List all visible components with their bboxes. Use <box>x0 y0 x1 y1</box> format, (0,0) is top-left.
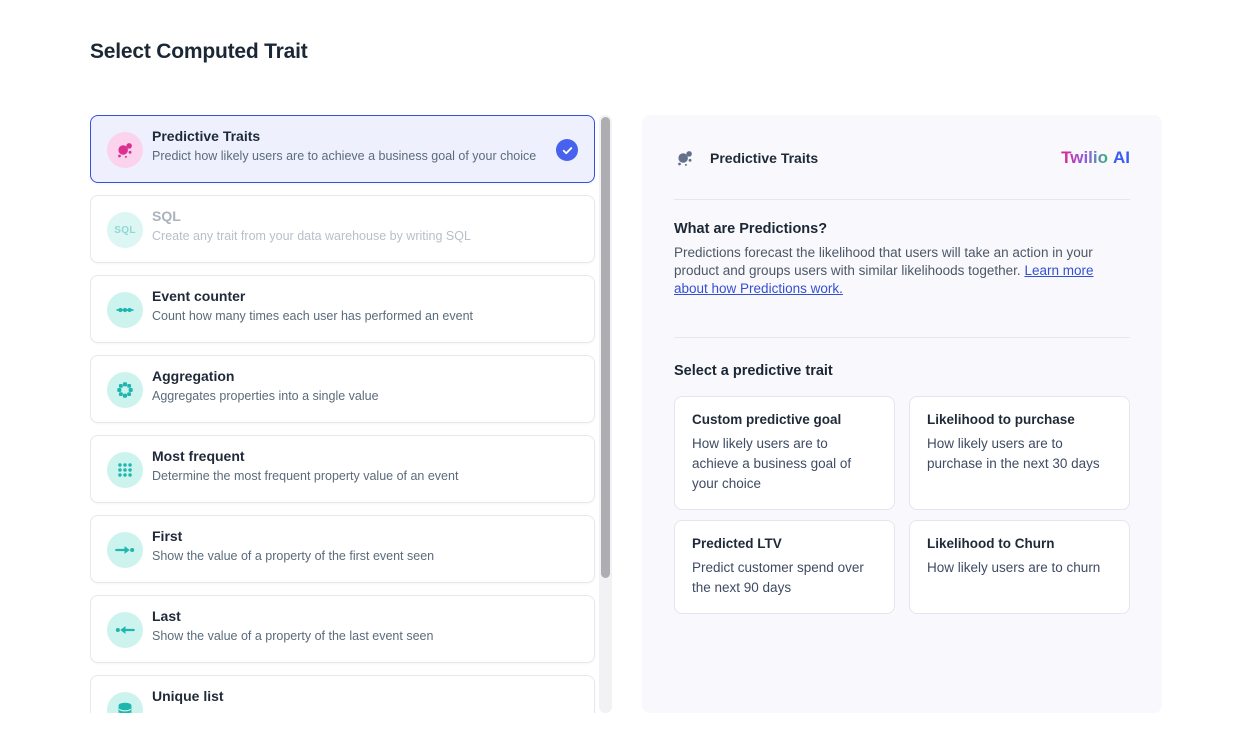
page-title: Select Computed Trait <box>90 40 308 63</box>
list-item-event-counter[interactable] <box>90 275 595 343</box>
last-icon <box>107 612 143 648</box>
list-item-title: Aggregation <box>152 368 235 384</box>
list-scrollbar-track[interactable] <box>599 115 612 713</box>
card-title: Likelihood to Churn <box>927 536 1055 551</box>
list-item-title: Event counter <box>152 288 246 304</box>
list-item-description: Show the value of a property of the first event seen <box>152 549 435 563</box>
card-predicted-ltv[interactable] <box>674 520 895 614</box>
list-item-title: SQL <box>152 208 181 224</box>
list-item-aggregation[interactable] <box>90 355 595 423</box>
predictive-traits-icon <box>674 147 696 169</box>
list-item-title: Most frequent <box>152 448 245 464</box>
aggregation-icon <box>107 372 143 408</box>
list-item-title: Last <box>152 608 181 624</box>
most-frequent-icon <box>107 452 143 488</box>
card-description: How likely users are to churn <box>927 560 1101 575</box>
select-trait-heading: Select a predictive trait <box>674 363 833 379</box>
list-item-first[interactable] <box>90 515 595 583</box>
card-description: How likely users are to purchase in the next 30 days <box>927 436 1100 471</box>
list-item-title: First <box>152 528 183 544</box>
unique-list-icon <box>107 692 143 713</box>
list-item-description: Determine the most frequent property value of an event <box>152 469 459 483</box>
divider <box>674 337 1130 338</box>
list-item-description: Count how many times each user has performed an event <box>152 309 474 323</box>
about-predictions-text <box>674 244 1110 298</box>
divider <box>674 199 1130 200</box>
list-item-unique-list[interactable] <box>90 675 595 713</box>
list-item-title: Predictive Traits <box>152 128 261 144</box>
about-predictions-heading: What are Predictions? <box>674 221 828 237</box>
card-likelihood-to-purchase[interactable] <box>909 396 1130 510</box>
card-title: Custom predictive goal <box>692 412 842 427</box>
detail-title: Predictive Traits <box>710 150 819 166</box>
list-item-last[interactable] <box>90 595 595 663</box>
list-item-predictive-traits[interactable] <box>90 115 595 183</box>
twilio-wordmark: Twilio <box>1061 148 1108 167</box>
card-likelihood-to-churn[interactable] <box>909 520 1130 614</box>
card-title: Likelihood to purchase <box>927 412 1075 427</box>
card-description: Predict customer spend over the next 90 days <box>692 560 864 595</box>
detail-header <box>674 146 1130 170</box>
about-body: Predictions forecast the likelihood that users will take an action in your product and groups users with similar likelihoods together. <box>674 245 1093 278</box>
card-title: Predicted LTV <box>692 536 782 551</box>
list-item-description: Aggregates properties into a single value <box>152 389 379 403</box>
selected-check-icon <box>556 139 578 161</box>
list-item-most-frequent[interactable] <box>90 435 595 503</box>
list-item-title: Unique list <box>152 688 224 704</box>
event-counter-icon <box>107 292 143 328</box>
first-icon <box>107 532 143 568</box>
learn-more-link[interactable]: Learn more about how Predictions work. <box>674 263 1094 296</box>
list-item-description: Create any trait from your data warehouse by writing SQL <box>152 229 471 243</box>
predictive-traits-detail-panel <box>642 115 1162 713</box>
ai-wordmark: AI <box>1113 148 1130 167</box>
list-item-description: Show the value of a property of the last event seen <box>152 629 434 643</box>
predictive-trait-cards <box>674 396 1130 614</box>
predictive-traits-icon <box>107 132 143 168</box>
list-scrollbar-thumb[interactable] <box>601 117 610 578</box>
card-description: How likely users are to achieve a business goal of your choice <box>692 436 852 491</box>
twilio-ai-logo <box>1061 148 1130 168</box>
sql-icon: SQL <box>107 212 143 248</box>
card-custom-predictive-goal[interactable] <box>674 396 895 510</box>
list-item-sql[interactable] <box>90 195 595 263</box>
list-item-description: Predict how likely users are to achieve a business goal of your choice <box>152 149 537 163</box>
trait-type-list <box>90 115 596 713</box>
